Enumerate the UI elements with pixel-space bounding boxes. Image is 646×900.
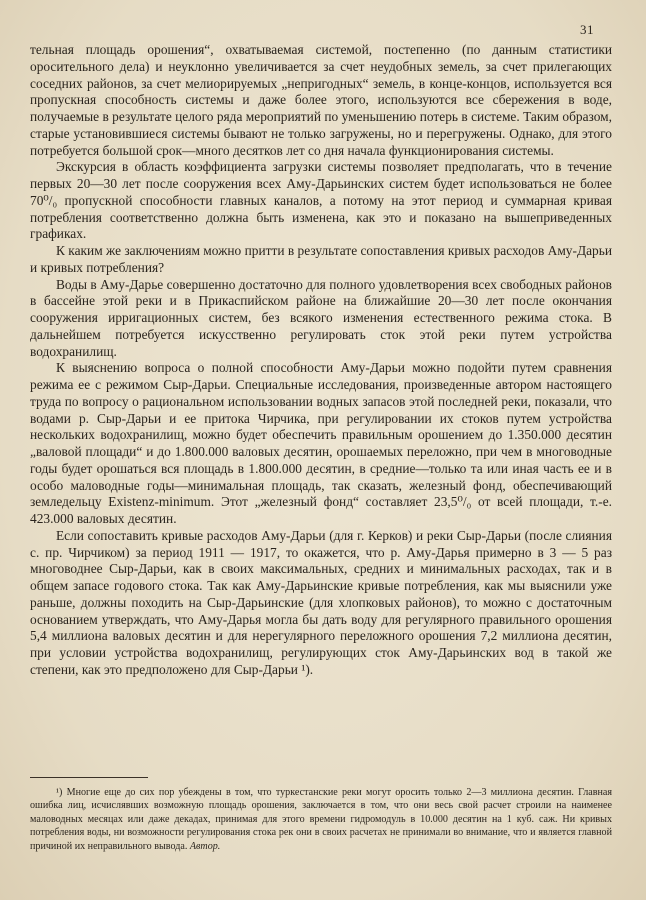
paragraph-5: К выяснению вопроса о полной способности Аму-Дарьи можно подойти путем сравнения режима ее с режимом Сыр-Дарьи. Специальные исследования, произведенные автором настоящего труда по вопросу о рациональном использовании водных запасов этой последней реки, показали, что водами р. Сыр-Дарьи и ее притока Чирчика, при регулировании их стоков путем устройства нескольких водохранилищ, можно будет обеспечить правильным орошением до 1.350.000 десятин „валовой площади“ и до 1.800.000 валовых десятин, орошаемых переложно, при чем в многоводные годы будет орошаться вся площадь в 1.800.000 десятин, в средние—только та или иная часть ее и в особо маловодные годы—минимальная площадь, так сказать, железный фонд, обеспечивающий земледельцу Existenz-minimum. Этот „железный фонд“ составляет 23,5⁰/₀ от всей площади, т.-е. 423.000 валовых десятин. — [30, 360, 612, 526]
page-number: 31 — [580, 22, 594, 37]
paragraph-2: Экскурсия в область коэффициента загрузки системы позволяет предполагать, что в течение первых 20—30 лет после сооружения всех Аму-Дарьинских систем будет использоваться не более 70⁰/₀ пропускной способности главных каналов, а потому на этот период и суммарная кривая потребления соответственно должна быть изменена, как это и показано на вышеприведенных графиках. — [30, 159, 612, 242]
body-text — [30, 42, 612, 679]
paragraph-6: Если сопоставить кривые расходов Аму-Дарьи (для г. Керков) и реки Сыр-Дарьи (после слияния с. пр. Чирчиком) за период 1911 — 1917, то окажется, что р. Аму-Дарья примерно в 3 — 5 раз многоводнее Сыр-Дарьи, как в своих максимальных, средних и минимальных расходах, так и в общем запасе годового стока. Так как Аму-Дарьинские кривые потребления, как мы выяснили уже раньше, должны походить на Сыр-Дарьинские (для хлопковых районов), то можно с достаточным основанием утверждать, что Аму-Дарья могла бы дать воду для регулярного правильного орошения 5,4 миллиона валовых десятин и для нерегулярного переложного орошения 7,2 миллиона десятин, при условии устройства водохранилищ, регулирующих сток Аму-Дарьинских вод в такой же степени, как это предположено для Сыр-Дарьи ¹). — [30, 527, 612, 677]
footnote — [30, 786, 612, 853]
paragraph-1: тельная площадь орошения“, охватываемая системой, постепенно (по данным статистики оросительного дела) и неуклонно увеличивается за счет неудобных земель, за счет прилегающих соседних районов, за счет мелиорируемых „непригодных“ земель, в конце-концов, используется вся пропускная способность системы и даже более этого, используются все сбережения в воде, получаемые в результате целого ряда мероприятий по уменьшению потерь в системе. Таким образом, старые установившиеся системы бывают не только загружены, но и перегружены. Однако, для этого потребуется большой срок—много десятков лет со дня начала функционирования системы. — [30, 42, 612, 158]
paragraph-3: К каким же заключениям можно притти в результате сопоставления кривых расходов Аму-Дарьи и кривых потребления? — [30, 243, 612, 275]
paragraph-4: Воды в Аму-Дарье совершенно достаточно для полного удовлетворения всех свободных районов в бассейне этой реки и в Прикаспийском районе на ближайшие 20—30 лет после окончания сооружения ирригационных систем, без всякого изменения естественного режима стока. В дальнейшем потребуется искусственно регулировать сток этой реки путем устройства водохранилищ. — [30, 276, 612, 359]
footnote-author: Автор. — [189, 840, 221, 852]
footnote-divider — [30, 777, 148, 778]
footnote-text: ¹) Многие еще до сих пор убеждены в том, что туркестанские реки могут оросить только 2—3 миллиона десятин. Главная ошибка лиц, исчислявших возможную площадь орошения, заключается в том, что они весь свой расчет строили на наименее маловодных месяцах или даже декадах, принимая для этого времени гидромодуль в 10.000 десятин на 1 куб. саж. Ни кривых потребления воды, ни возможности регулирования стока рек они в своих расчетах не принимали во внимание, что и является главной причиной их неправильного вывода. — [30, 787, 612, 852]
